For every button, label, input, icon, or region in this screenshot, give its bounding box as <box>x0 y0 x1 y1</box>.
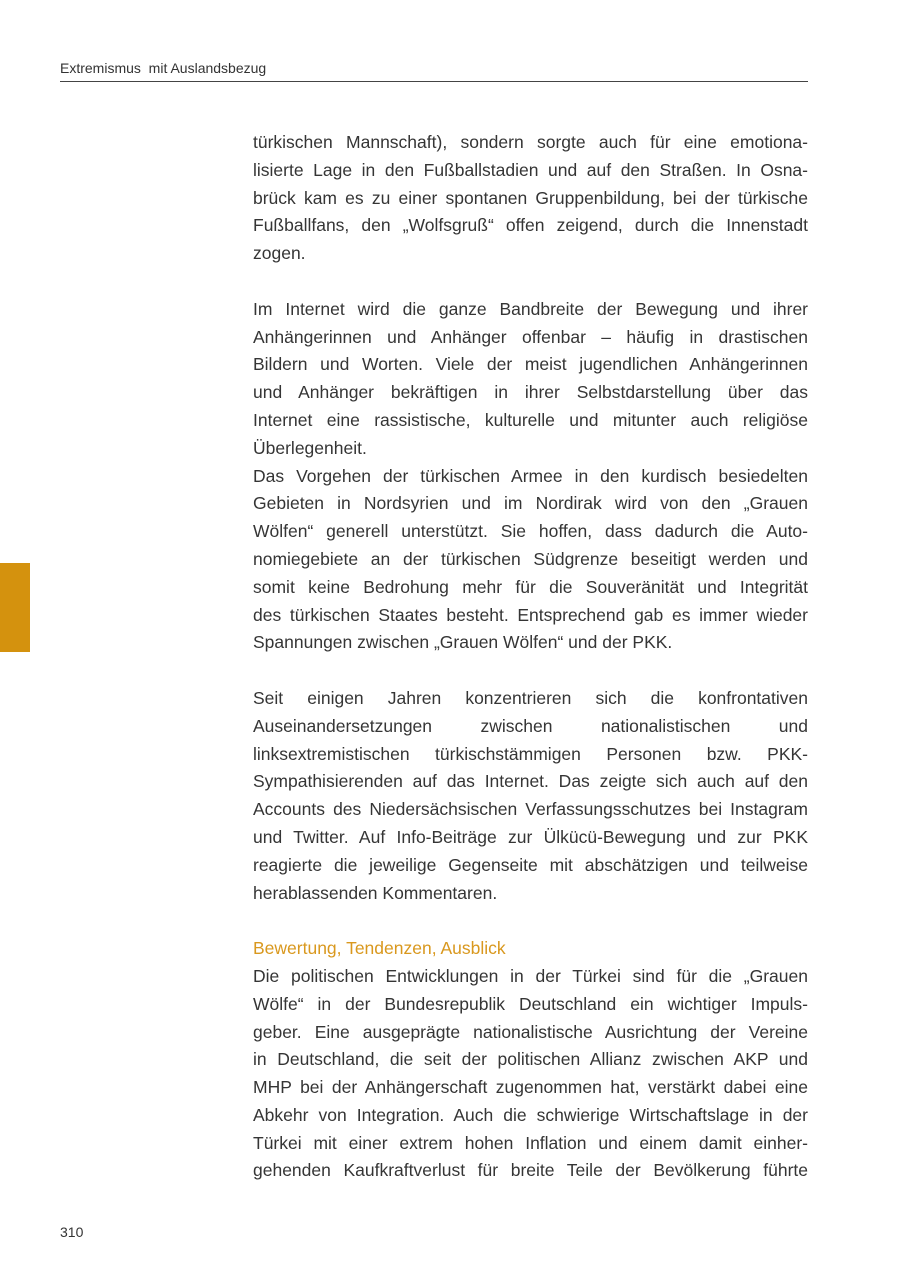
text-line: Abkehr von Integration. Auch die schwierige Wirtschaftslage in der <box>253 1104 808 1125</box>
paragraph <box>253 129 808 268</box>
text-line: Spannungen zwischen „Grauen Wölfen“ und der PKK. <box>253 632 673 653</box>
text-line: Seit einigen Jahren konzentrieren sich die konfrontativen <box>253 687 808 708</box>
text-line: Fußballfans, den „Wolfsgruß“ offen zeigend, durch die Innenstadt <box>253 215 808 236</box>
text-line: geber. Eine ausgeprägte nationalistische Ausrichtung der Vereine <box>253 1021 808 1042</box>
text-line: gehenden Kaufkraftverlust für breite Teile der Bevölkerung führte <box>253 1160 808 1181</box>
text-line: Auseinandersetzungen zwischen nationalistischen und <box>253 715 808 736</box>
text-line: Wölfen“ generell unterstützt. Sie hoffen, dass dadurch die Auto- <box>253 521 808 542</box>
text-line: Gebieten in Nordsyrien und im Nordirak wird von den „Grauen <box>253 493 808 514</box>
text-line: nomiegebiete an der türkischen Südgrenze beseitigt werden und <box>253 548 808 569</box>
text-line: des türkischen Staates besteht. Entsprechend gab es immer wieder <box>253 604 808 625</box>
text-line: MHP bei der Anhängerschaft zugenommen hat, verstärkt dabei eine <box>253 1077 808 1098</box>
text-line: Die politischen Entwicklungen in der Türkei sind für die „Grauen <box>253 965 808 986</box>
text-line: Wölfe“ in der Bundesrepublik Deutschland ein wichtiger Impuls- <box>253 993 808 1014</box>
text-line: lisierte Lage in den Fußballstadien und auf den Straßen. In Osna- <box>253 159 808 180</box>
text-line: linksextremistischen türkischstämmigen Personen bzw. PKK- <box>253 743 808 764</box>
body-text-column <box>253 129 808 1185</box>
text-line: Türkei mit einer extrem hohen Inflation und einem damit einher- <box>253 1132 808 1153</box>
text-line: Überlegenheit. <box>253 437 367 458</box>
text-line: Im Internet wird die ganze Bandbreite der Bewegung und ihrer <box>253 298 808 319</box>
page-number: 310 <box>60 1224 84 1240</box>
text-line: Internet eine rassistische, kulturelle und mitunter auch religiöse <box>253 409 808 430</box>
text-line: Bildern und Worten. Viele der meist jugendlichen Anhängerinnen <box>253 354 808 375</box>
paragraph <box>253 963 808 1185</box>
text-line: herablassenden Kommentaren. <box>253 882 498 903</box>
paragraph <box>253 296 808 463</box>
header-rule <box>60 81 808 82</box>
text-line: Sympathisierenden auf das Internet. Das zeigte sich auch auf den <box>253 771 808 792</box>
chapter-marker-tab <box>0 563 30 652</box>
text-line: Anhängerinnen und Anhänger offenbar – häufig in drastischen <box>253 326 808 347</box>
text-line: in Deutschland, die seit der politischen Allianz zwischen AKP und <box>253 1049 808 1070</box>
text-line: brück kam es zu einer spontanen Gruppenbildung, bei der türkische <box>253 187 808 208</box>
section-heading: Bewertung, Tendenzen, Ausblick <box>253 938 506 959</box>
text-line: reagierte die jeweilige Gegenseite mit abschätzigen und teilweise <box>253 854 808 875</box>
text-line: und Twitter. Auf Info-Beiträge zur Ülkücü-Bewegung und zur PKK <box>253 826 808 847</box>
running-header: Extremismus mit Auslandsbezug <box>60 60 267 76</box>
text-line: und Anhänger bekräftigen in ihrer Selbstdarstellung über das <box>253 382 808 403</box>
text-line: somit keine Bedrohung mehr für die Souveränität und Integrität <box>253 576 808 597</box>
text-line: Accounts des Niedersächsischen Verfassungsschutzes bei Instagram <box>253 799 808 820</box>
text-line: zogen. <box>253 243 306 264</box>
text-line: türkischen Mannschaft), sondern sorgte auch für eine emotiona- <box>253 132 808 152</box>
paragraph <box>253 463 808 658</box>
paragraph <box>253 685 808 907</box>
text-line: Das Vorgehen der türkischen Armee in den kurdisch besiedelten <box>253 465 808 486</box>
